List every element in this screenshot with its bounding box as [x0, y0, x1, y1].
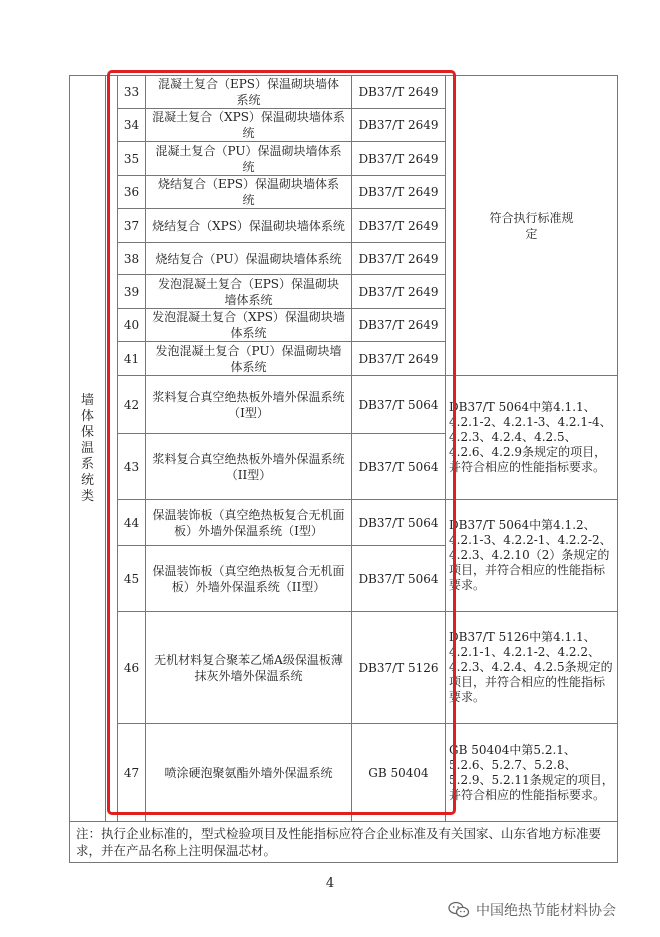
category-label: 墙体保温系统类 [80, 392, 94, 504]
table-row [70, 612, 618, 724]
row-number: 37 [118, 209, 146, 243]
wechat-icon [448, 901, 470, 919]
category-cell [70, 76, 106, 822]
standards-table [69, 75, 618, 863]
system-name: 喷涂硬泡聚氨酯外墙外保温系统 [146, 724, 352, 822]
table-row [70, 376, 618, 434]
standard-code: DB37/T 5064 [352, 500, 446, 546]
system-name: 发泡混凝土复合（EPS）保温砌块墙体系统 [146, 275, 352, 309]
row-number: 33 [118, 76, 146, 109]
row-number: 41 [118, 342, 146, 376]
row-number: 40 [118, 309, 146, 342]
row-number: 47 [118, 724, 146, 822]
standard-code: DB37/T 2649 [352, 109, 446, 142]
watermark [448, 899, 616, 921]
standard-code: DB37/T 2649 [352, 209, 446, 243]
system-name: 无机材料复合聚苯乙烯A级保温板薄抹灰外墙外保温系统 [146, 612, 352, 724]
row-number: 35 [118, 142, 146, 176]
system-name: 发泡混凝土复合（PU）保温砌块墙体系统 [146, 342, 352, 376]
standard-code: GB 50404 [352, 724, 446, 822]
standard-code: DB37/T 5064 [352, 376, 446, 434]
table-row [70, 724, 618, 822]
requirement-cell: DB37/T 5064中第4.1.1、4.2.1-2、4.2.1-3、4.2.1-4、4.2.3、4.2.4、4.2.5、4.2.6、4.2.9条规定的项目，并符合相应的性能指标要求。 [446, 376, 618, 500]
standard-code: DB37/T 2649 [352, 142, 446, 176]
system-name: 混凝土复合（PU）保温砌块墙体系统 [146, 142, 352, 176]
standard-code: DB37/T 2649 [352, 342, 446, 376]
table-row [70, 500, 618, 546]
requirement-cell: DB37/T 5064中第4.1.2、4.2.1-3、4.2.2-1、4.2.2-2、4.2.3、4.2.10（2）条规定的项目，并符合相应的性能指标要求。 [446, 500, 618, 612]
row-number: 46 [118, 612, 146, 724]
requirement-cell: DB37/T 5126中第4.1.1、4.2.1-1、4.2.1-2、4.2.2、4.2.3、4.2.4、4.2.5条规定的项目，并符合相应的性能指标要求。 [446, 612, 618, 724]
row-number: 38 [118, 243, 146, 275]
spacer-column [106, 76, 118, 822]
row-number: 34 [118, 109, 146, 142]
row-number: 39 [118, 275, 146, 309]
standard-code: DB37/T 5064 [352, 546, 446, 612]
table-note: 注：执行企业标准的，型式检验项目及性能指标应符合企业标准及有关国家、山东省地方标准要求，并在产品名称上注明保温芯材。 [70, 822, 618, 863]
requirement-text: 符合执行标准规定 [489, 210, 574, 241]
system-name: 烧结复合（XPS）保温砌块墙体系统 [146, 209, 352, 243]
system-name: 浆料复合真空绝热板外墙外保温系统（II型） [146, 434, 352, 500]
system-name: 烧结复合（PU）保温砌块墙体系统 [146, 243, 352, 275]
system-name: 保温装饰板（真空绝热板复合无机面板）外墙外保温系统（II型） [146, 546, 352, 612]
standard-code: DB37/T 2649 [352, 176, 446, 209]
row-number: 43 [118, 434, 146, 500]
standard-code: DB37/T 2649 [352, 275, 446, 309]
row-number: 36 [118, 176, 146, 209]
watermark-text: 中国绝热节能材料协会 [476, 903, 616, 919]
row-number: 44 [118, 500, 146, 546]
table-row [70, 76, 618, 109]
standard-code: DB37/T 5126 [352, 612, 446, 724]
standard-code: DB37/T 5064 [352, 434, 446, 500]
standard-code: DB37/T 2649 [352, 243, 446, 275]
requirement-cell: GB 50404中第5.2.1、5.2.6、5.2.7、5.2.8、5.2.9、5.2.11条规定的项目，并符合相应的性能指标要求。 [446, 724, 618, 822]
system-name: 混凝土复合（EPS）保温砌块墙体系统 [146, 76, 352, 109]
requirement-cell [446, 76, 618, 376]
row-number: 45 [118, 546, 146, 612]
row-number: 42 [118, 376, 146, 434]
system-name: 混凝土复合（XPS）保温砌块墙体系统 [146, 109, 352, 142]
system-name: 浆料复合真空绝热板外墙外保温系统（I型） [146, 376, 352, 434]
note-row [70, 822, 618, 863]
standard-code: DB37/T 2649 [352, 309, 446, 342]
page-number: 4 [325, 876, 335, 891]
system-name: 烧结复合（EPS）保温砌块墙体系统 [146, 176, 352, 209]
system-name: 发泡混凝土复合（XPS）保温砌块墙体系统 [146, 309, 352, 342]
standard-code: DB37/T 2649 [352, 76, 446, 109]
system-name: 保温装饰板（真空绝热板复合无机面板）外墙外保温系统（I型） [146, 500, 352, 546]
